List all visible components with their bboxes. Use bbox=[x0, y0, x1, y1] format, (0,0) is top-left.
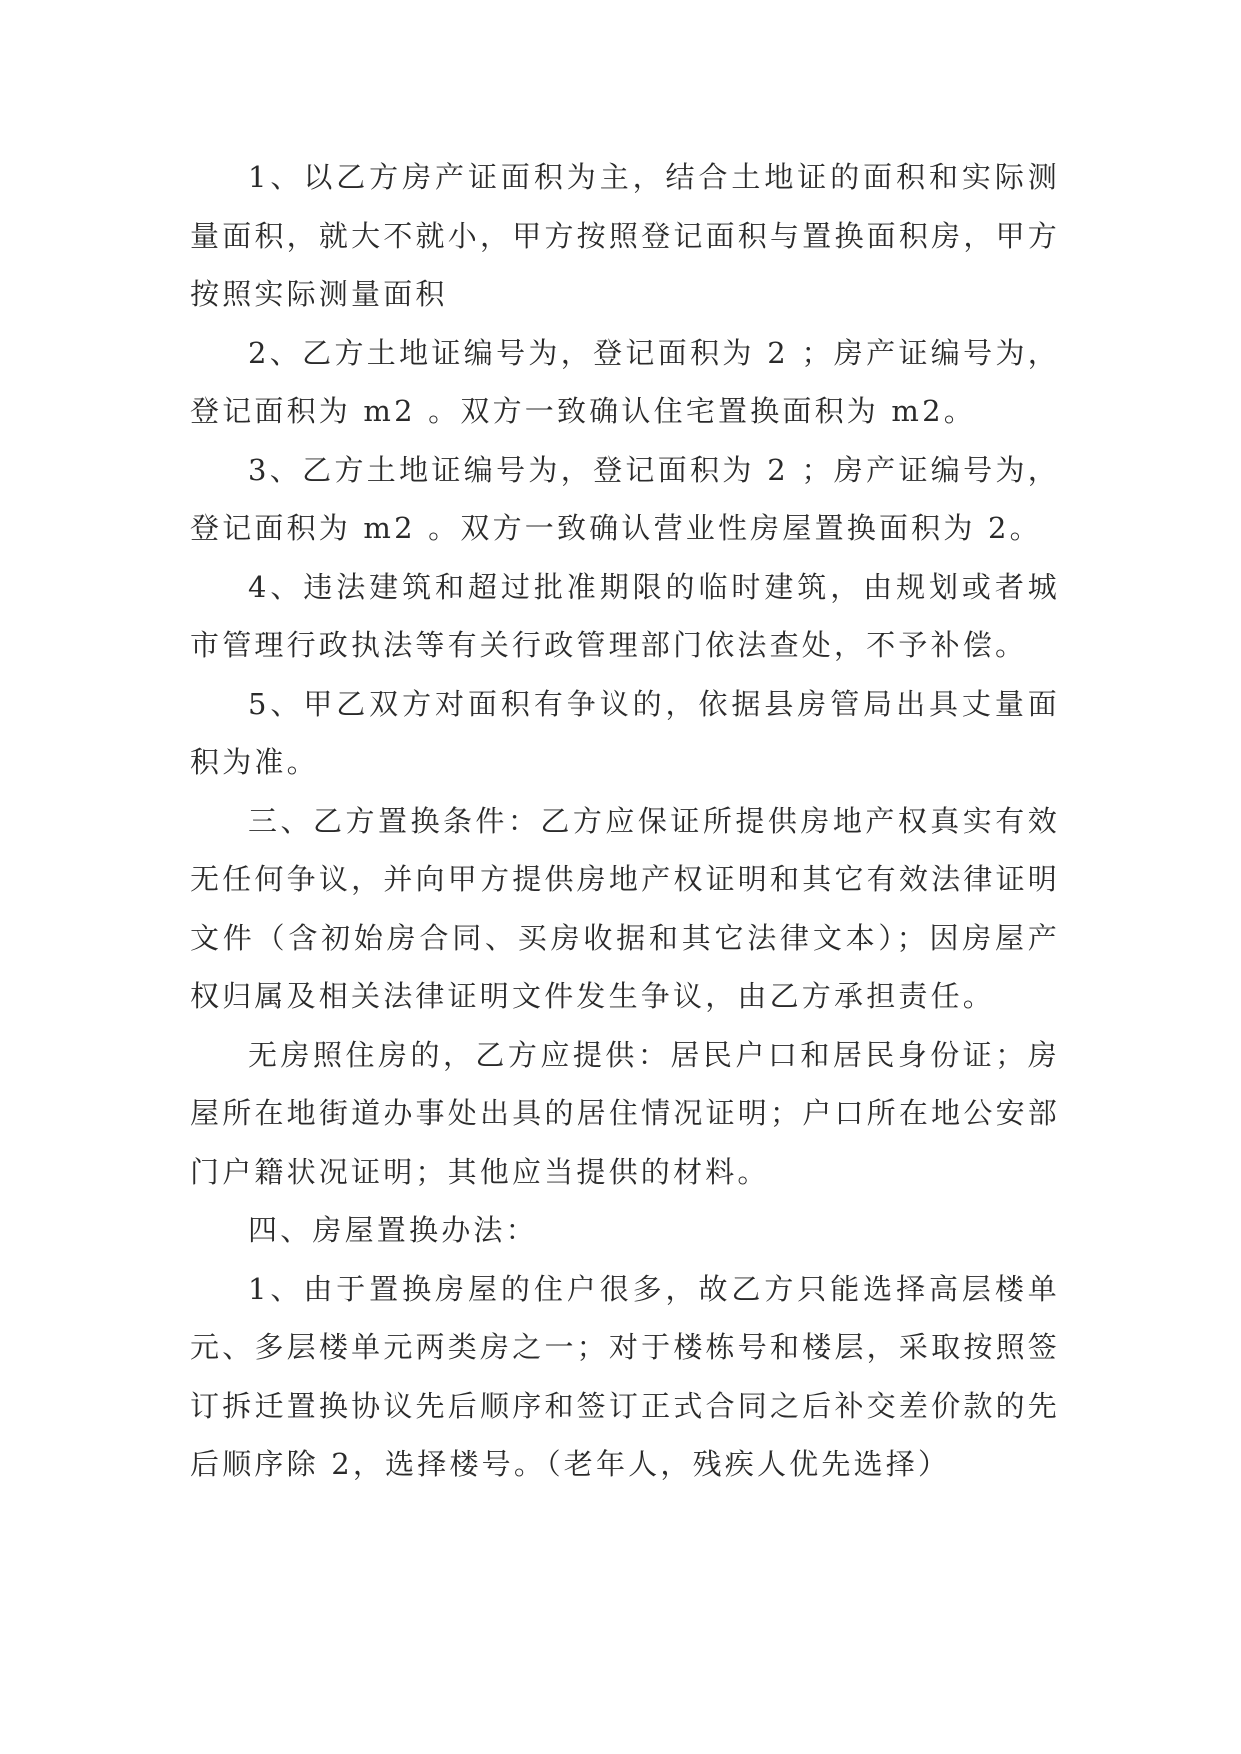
paragraph-area-rule-2: 2、乙方土地证编号为，登记面积为 2 ；房产证编号为，登记面积为 m2 。双方一致确认住宅置换面积为 m2。 bbox=[190, 335, 1060, 428]
paragraph-area-rule-3: 3、乙方土地证编号为，登记面积为 2 ；房产证编号为，登记面积为 m2 。双方一致确认营业性房屋置换面积为 2。 bbox=[190, 452, 1060, 545]
paragraph-area-rule-4: 4、违法建筑和超过批准期限的临时建筑，由规划或者城市管理行政执法等有关行政管理部门依法查处，不予补偿。 bbox=[190, 569, 1060, 662]
paragraph-area-rule-1: 1、以乙方房产证面积为主，结合土地证的面积和实际测量面积，就大不就小，甲方按照登记面积与置换面积房，甲方按照实际测量面积 bbox=[190, 160, 1060, 311]
paragraph-area-rule-5: 5、甲乙双方对面积有争议的，依据县房管局出具丈量面积为准。 bbox=[190, 686, 1060, 779]
paragraph-replacement-method-1: 1、由于置换房屋的住户很多，故乙方只能选择高层楼单元、多层楼单元两类房之一；对于楼栋号和楼层，采取按照签订拆迁置换协议先后顺序和签订正式合同之后补交差价款的先后顺序除 2，选择楼号。（老年人，残疾人优先选择） bbox=[190, 1271, 1060, 1481]
paragraph-section-4-heading: 四、房屋置换办法： bbox=[248, 1213, 538, 1247]
paragraph-section-3-conditions: 三、乙方置换条件：乙方应保证所提供房地产权真实有效无任何争议，并向甲方提供房地产权证明和其它有效法律证明文件（含初始房合同、买房收据和其它法律文本）；因房屋产权归属及相关法律证明文件发生争议，由乙方承担责任。 bbox=[190, 803, 1060, 1013]
document-page bbox=[190, 148, 1060, 1494]
paragraph-no-certificate-housing: 无房照住房的，乙方应提供：居民户口和居民身份证；房屋所在地街道办事处出具的居住情况证明；户口所在地公安部门户籍状况证明；其他应当提供的材料。 bbox=[190, 1037, 1060, 1189]
